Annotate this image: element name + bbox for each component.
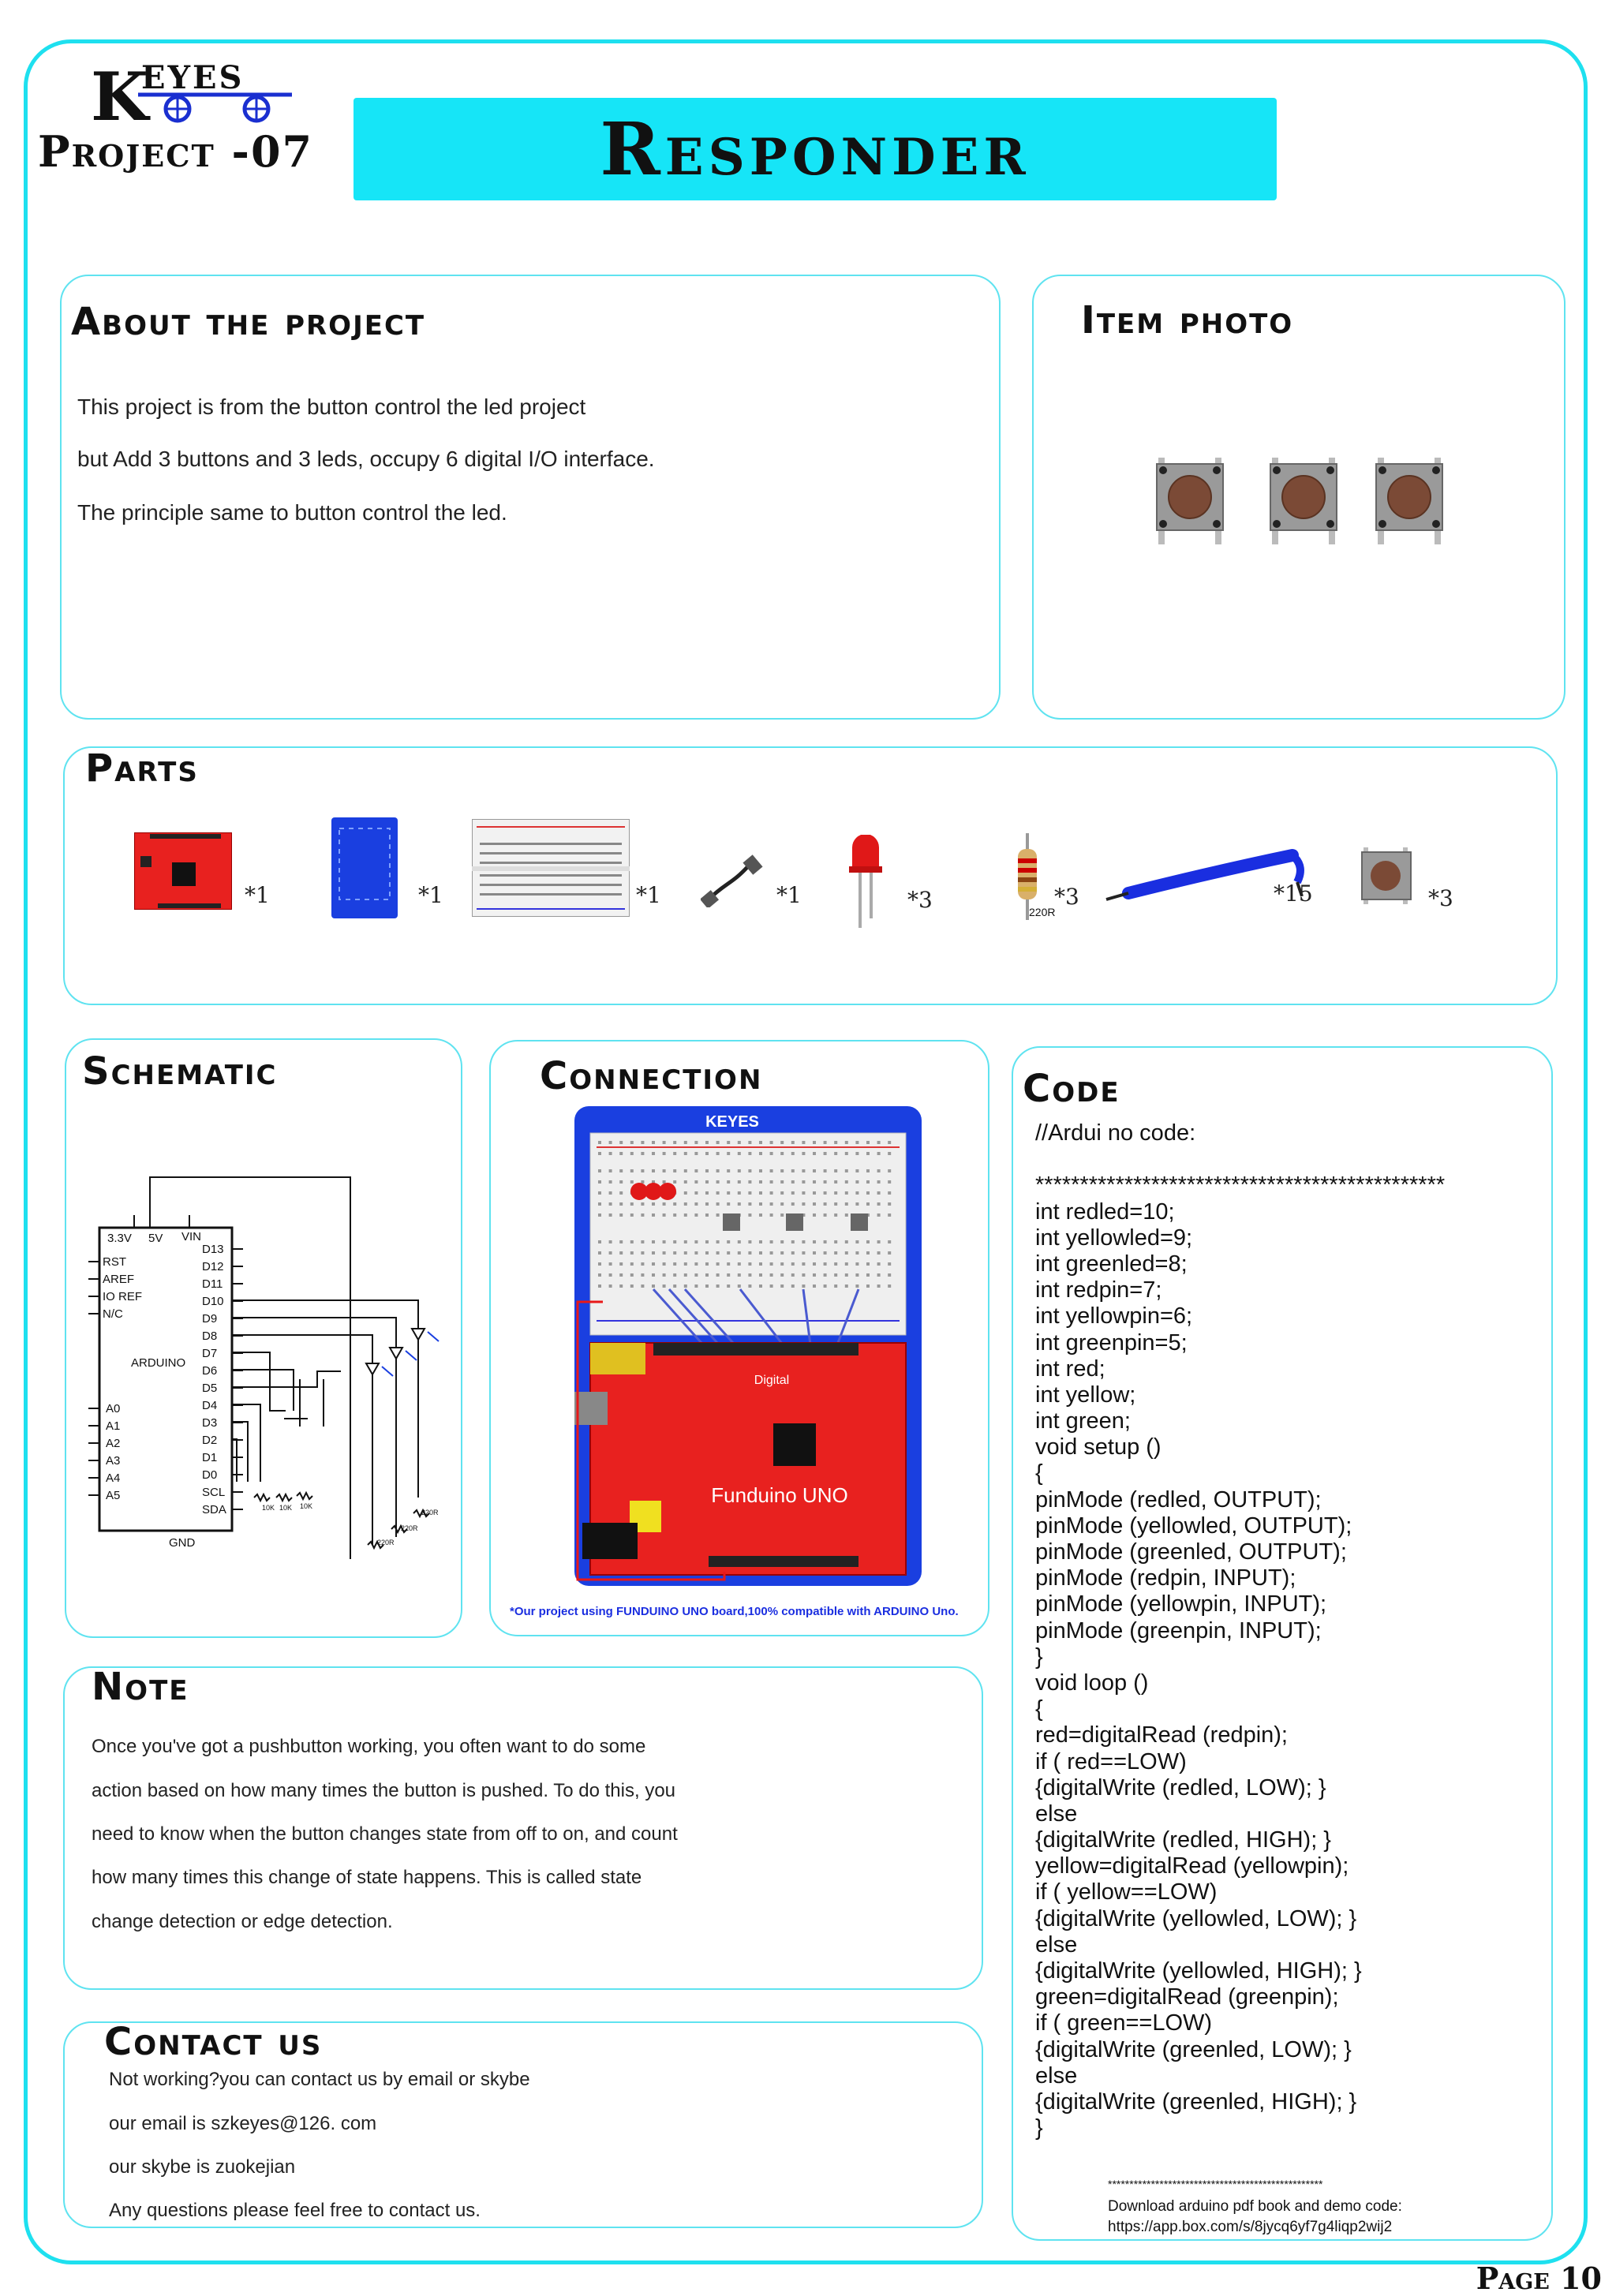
contact-line: Any questions please feel free to contact us. <box>109 2200 481 2221</box>
code-line: pinMode (greenled, OUTPUT); <box>1035 1539 1347 1565</box>
code-line: {digitalWrite (greenled, LOW); } <box>1035 2036 1352 2062</box>
code-line: } <box>1035 2115 1043 2141</box>
schematic-label-5v: 5V <box>148 1232 163 1245</box>
schematic-pin-label: SDA <box>202 1503 226 1516</box>
schematic-pin-label: N/C <box>103 1307 123 1321</box>
parts-qty: *1 <box>418 882 443 908</box>
schematic-pin-label: D11 <box>202 1277 223 1291</box>
schematic-label-3v3: 3.3V <box>107 1232 132 1245</box>
schematic-heading: Schematic <box>82 1049 278 1094</box>
schematic-pin-label: A1 <box>106 1419 121 1433</box>
schematic-resistor-label: 220R <box>421 1509 439 1516</box>
schematic-pin-label: D8 <box>202 1329 218 1343</box>
code-line: { <box>1035 1696 1043 1722</box>
code-line: ********************************************** <box>1035 1172 1446 1198</box>
note-line: action based on how many times the button is pushed. To do this, you <box>92 1780 676 1801</box>
item-photo-heading: Item photo <box>1081 298 1294 342</box>
schematic-resistor-label: 220R <box>401 1524 418 1532</box>
parts-heading: Parts <box>85 746 199 791</box>
code-line: {digitalWrite (redled, HIGH); } <box>1035 1827 1331 1853</box>
code-line: else <box>1035 1801 1078 1827</box>
code-line: void loop () <box>1035 1670 1149 1696</box>
parts-panel <box>63 746 1558 1005</box>
parts-qty: *3 <box>1428 885 1453 911</box>
parts-qty: *1 <box>245 882 270 908</box>
contact-heading: Contact us <box>104 2020 323 2064</box>
code-line: int red; <box>1035 1356 1105 1382</box>
code-line: {digitalWrite (yellowled, HIGH); } <box>1035 1958 1362 1984</box>
code-line: if ( red==LOW) <box>1035 1748 1187 1774</box>
svg-text:EYES: EYES <box>141 59 245 96</box>
code-footer-stars: ************************************************** <box>1108 2178 1323 2190</box>
about-line: but Add 3 buttons and 3 leds, occupy 6 digital I/O interface. <box>77 447 655 471</box>
schematic-pin-label: RST <box>103 1255 126 1269</box>
code-line: int yellowled=9; <box>1035 1225 1193 1251</box>
schematic-pin-label: D4 <box>202 1399 218 1412</box>
schematic-pin-label: D13 <box>202 1243 224 1256</box>
schematic-diagram <box>87 1174 458 1565</box>
schematic-pin-label: AREF <box>103 1273 135 1286</box>
connection-caption: *Our project using FUNDUINO UNO board,100% compatible with ARDUINO Uno. <box>510 1605 959 1618</box>
schematic-pin-label: A0 <box>106 1402 121 1415</box>
code-line: //Ardui no code: <box>1035 1120 1196 1146</box>
code-line: int greenled=8; <box>1035 1251 1188 1277</box>
code-line: int greenpin=5; <box>1035 1329 1188 1356</box>
schematic-pin-label: A3 <box>106 1454 121 1468</box>
schematic-pin-label: A5 <box>106 1489 121 1502</box>
code-footer-download: Download arduino pdf book and demo code: <box>1108 2198 1402 2215</box>
shield-board-icon <box>331 817 398 922</box>
schematic-pin-label: D10 <box>202 1295 224 1308</box>
schematic-pin-label: D2 <box>202 1434 218 1447</box>
red-led-icon <box>846 835 885 933</box>
code-line: {digitalWrite (greenled, HIGH); } <box>1035 2088 1357 2115</box>
parts-qty: *3 <box>907 887 933 913</box>
code-line: red=digitalRead (redpin); <box>1035 1722 1288 1748</box>
contact-line: Not working?you can contact us by email or skybe <box>109 2069 530 2090</box>
parts-qty: *15 <box>1274 881 1313 907</box>
code-line: green=digitalRead (greenpin); <box>1035 1984 1339 2010</box>
breadboard-icon <box>472 819 630 921</box>
code-line: int green; <box>1035 1408 1131 1434</box>
schematic-resistor-label: 10K <box>300 1502 313 1510</box>
schematic-pin-label: D9 <box>202 1312 218 1326</box>
code-line: } <box>1035 1643 1043 1670</box>
code-line: int yellowpin=6; <box>1035 1303 1193 1329</box>
page-number: Page 10 <box>1476 2260 1602 2296</box>
keyes-logo <box>91 55 296 126</box>
parts-qty: *1 <box>776 882 802 908</box>
code-line: pinMode (yellowled, OUTPUT); <box>1035 1513 1352 1539</box>
code-heading: Code <box>1023 1067 1120 1111</box>
page-title: Responder <box>600 107 1031 192</box>
schematic-pin-label: D3 <box>202 1416 218 1430</box>
schematic-resistor-label: 10K <box>262 1504 275 1512</box>
schematic-pin-label: D12 <box>202 1260 224 1273</box>
schematic-resistor-label: 10K <box>279 1504 293 1512</box>
code-line: int redled=10; <box>1035 1198 1175 1225</box>
about-line: This project is from the button control the led project <box>77 395 586 419</box>
schematic-pin-label: D5 <box>202 1382 218 1395</box>
code-line: {digitalWrite (redled, LOW); } <box>1035 1774 1326 1801</box>
connection-heading: Connection <box>540 1054 763 1098</box>
schematic-pin-label: A2 <box>106 1437 121 1450</box>
code-line: if ( green==LOW) <box>1035 2010 1213 2036</box>
schematic-label-gnd: GND <box>169 1536 196 1550</box>
code-line: pinMode (redled, OUTPUT); <box>1035 1486 1322 1513</box>
code-line: {digitalWrite (yellowled, LOW); } <box>1035 1905 1357 1931</box>
code-line: if ( yellow==LOW) <box>1035 1879 1218 1905</box>
schematic-label-vin: VIN <box>181 1230 202 1243</box>
push-button-icon <box>1359 843 1414 910</box>
schematic-pin-label: D7 <box>202 1347 218 1360</box>
code-line: void setup () <box>1035 1434 1162 1460</box>
code-line <box>1035 1146 1445 1172</box>
note-line: need to know when the button changes state from off to on, and count <box>92 1823 678 1845</box>
code-line: { <box>1035 1460 1043 1486</box>
resistor-label: 220R <box>1029 906 1056 918</box>
note-line: change detection or edge detection. <box>92 1911 393 1932</box>
connection-diagram <box>574 1106 922 1590</box>
connection-board-label: Funduino UNO <box>711 1483 848 1507</box>
note-heading: Note <box>92 1665 189 1709</box>
connection-digital-label: Digital <box>754 1374 790 1387</box>
title-banner <box>354 98 1277 200</box>
note-line: how many times this change of state happens. This is called state <box>92 1867 642 1888</box>
contact-line: our email is szkeyes@126. com <box>109 2113 377 2134</box>
code-line: yellow=digitalRead (yellowpin); <box>1035 1853 1349 1879</box>
arduino-board-icon <box>134 832 232 914</box>
code-line: int yellow; <box>1035 1382 1136 1408</box>
code-line: int redpin=7; <box>1035 1277 1162 1303</box>
schematic-pin-label: D1 <box>202 1451 218 1464</box>
code-line: pinMode (redpin, INPUT); <box>1035 1565 1296 1591</box>
schematic-pin-label: A4 <box>106 1471 121 1485</box>
note-line: Once you've got a pushbutton working, you often want to do some <box>92 1736 646 1757</box>
code-line: pinMode (greenpin, INPUT); <box>1035 1617 1322 1643</box>
schematic-pin-label: SCL <box>202 1486 226 1499</box>
code-footer-url[interactable]: https://app.box.com/s/8jycq6yf7g4liqp2wij2 <box>1108 2219 1393 2235</box>
code-line: else <box>1035 2062 1078 2088</box>
project-number: Project -07 <box>38 126 314 177</box>
item-photo-buttons <box>1152 450 1468 556</box>
schematic-pin-label: D6 <box>202 1364 218 1378</box>
about-line: The principle same to button control the led. <box>77 500 507 525</box>
svg-text:K: K <box>91 58 149 126</box>
parts-qty: *1 <box>636 882 661 908</box>
schematic-pin-label: IO REF <box>103 1290 143 1303</box>
schematic-resistor-label: 220R <box>377 1539 395 1546</box>
parts-qty: *3 <box>1054 884 1079 910</box>
code-line: pinMode (yellowpin, INPUT); <box>1035 1591 1327 1617</box>
usb-cable-icon <box>701 852 767 911</box>
code-block <box>1035 1120 1445 2141</box>
about-heading: About the project <box>71 300 426 344</box>
code-line: else <box>1035 1931 1078 1958</box>
schematic-pin-label: D0 <box>202 1468 218 1482</box>
connection-brand: KEYES <box>705 1113 759 1131</box>
contact-line: our skybe is zuokejian <box>109 2156 296 2178</box>
schematic-label-arduino: ARDUINO <box>131 1356 186 1370</box>
